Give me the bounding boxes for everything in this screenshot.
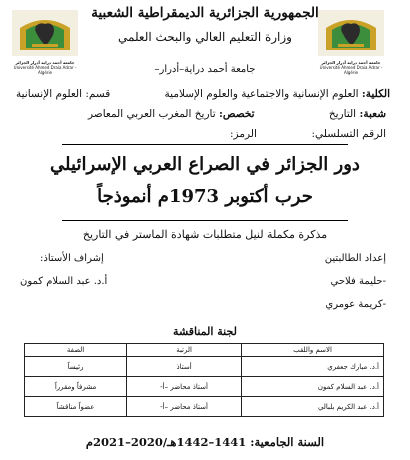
branch-line bbox=[329, 108, 386, 120]
code-label: الرمز: bbox=[230, 128, 257, 140]
jury-table bbox=[24, 343, 384, 417]
supervisor-label: إشراف الأستاذ: bbox=[40, 253, 104, 264]
republic-heading: الجمهورية الجزائرية الديمقراطية الشعبية bbox=[91, 5, 319, 21]
jury-member-rank: أستاذ محاضر –أ- bbox=[127, 397, 242, 417]
thesis-title-line1: دور الجزائر في الصراع العربي الإسرائيلي bbox=[50, 154, 360, 175]
jury-member-rank: أستاذ محاضر –أ- bbox=[127, 377, 242, 397]
serial-number-label: الرقم التسلسلي: bbox=[311, 128, 386, 140]
table-row bbox=[25, 397, 384, 417]
jury-header-role: الصفة bbox=[25, 344, 127, 357]
ministry-heading: وزارة التعليم العالي والبحث العلمي bbox=[118, 30, 292, 44]
logo-caption-arabic: جامعة أحمد دراية أدرار الجزائر bbox=[321, 60, 381, 65]
jury-header-row bbox=[25, 344, 384, 357]
jury-member-name: أ.د. عبد الكريم بلبالي bbox=[242, 397, 384, 417]
academic-year: السنة الجامعية: 1441–1442هـ/2020–2021م bbox=[85, 435, 325, 449]
department-line bbox=[16, 88, 110, 100]
student-name-1: -حليمة فلاحي bbox=[330, 276, 386, 287]
specialty-value: تاريخ المغرب العربي المعاصر bbox=[88, 108, 216, 120]
university-heading: جامعة أحمد دراية–أدرار– bbox=[154, 64, 256, 75]
students-label: إعداد الطالبتين bbox=[324, 253, 386, 264]
faculty-label: الكلية: bbox=[361, 88, 390, 100]
jury-member-name: أ.د. عبد السلام كمون bbox=[242, 377, 384, 397]
jury-header-rank: الرتبة bbox=[127, 344, 242, 357]
student-name-2: -كريمة عومري bbox=[325, 299, 386, 310]
thesis-title-line2: حرب أكتوبر 1973م أنموذجاً bbox=[97, 186, 313, 207]
table-row bbox=[25, 377, 384, 397]
logo-caption-french: Université Ahmed Draia Adrar - Algérie bbox=[319, 65, 383, 75]
table-row bbox=[25, 357, 384, 377]
logo-caption-arabic: جامعة أحمد دراية أدرار الجزائر bbox=[15, 60, 75, 65]
jury-header-name: الاسم واللقب bbox=[242, 344, 384, 357]
department-value: العلوم الإنسانية bbox=[16, 88, 83, 100]
specialty-line bbox=[88, 108, 255, 120]
jury-member-rank: أستاذ bbox=[127, 357, 242, 377]
specialty-label: تخصص: bbox=[219, 108, 255, 120]
jury-member-role: عضواً مناقشاً bbox=[25, 397, 127, 417]
jury-member-role: رئيساً bbox=[25, 357, 127, 377]
jury-member-name: أ.د. مبارك جعفري bbox=[242, 357, 384, 377]
thesis-subtitle: مذكرة مكملة لنيل متطلبات شهادة الماستر في التاريخ bbox=[82, 228, 328, 241]
branch-value: التاريخ bbox=[328, 108, 357, 120]
faculty-line bbox=[165, 88, 390, 100]
branch-label: شعبة: bbox=[359, 108, 386, 120]
department-label: قسم: bbox=[85, 88, 111, 100]
jury-title: لجنة المناقشة bbox=[173, 325, 237, 338]
faculty-value: العلوم الإنسانية والاجتماعية والعلوم الإسلامية bbox=[164, 88, 359, 100]
jury-member-role: مشرفاً ومقرراً bbox=[25, 377, 127, 397]
logo-caption-french: Université Ahmed Draia Adrar - Algérie bbox=[13, 65, 77, 75]
supervisor-name: أ.د. عبد السلام كمون bbox=[20, 276, 108, 287]
